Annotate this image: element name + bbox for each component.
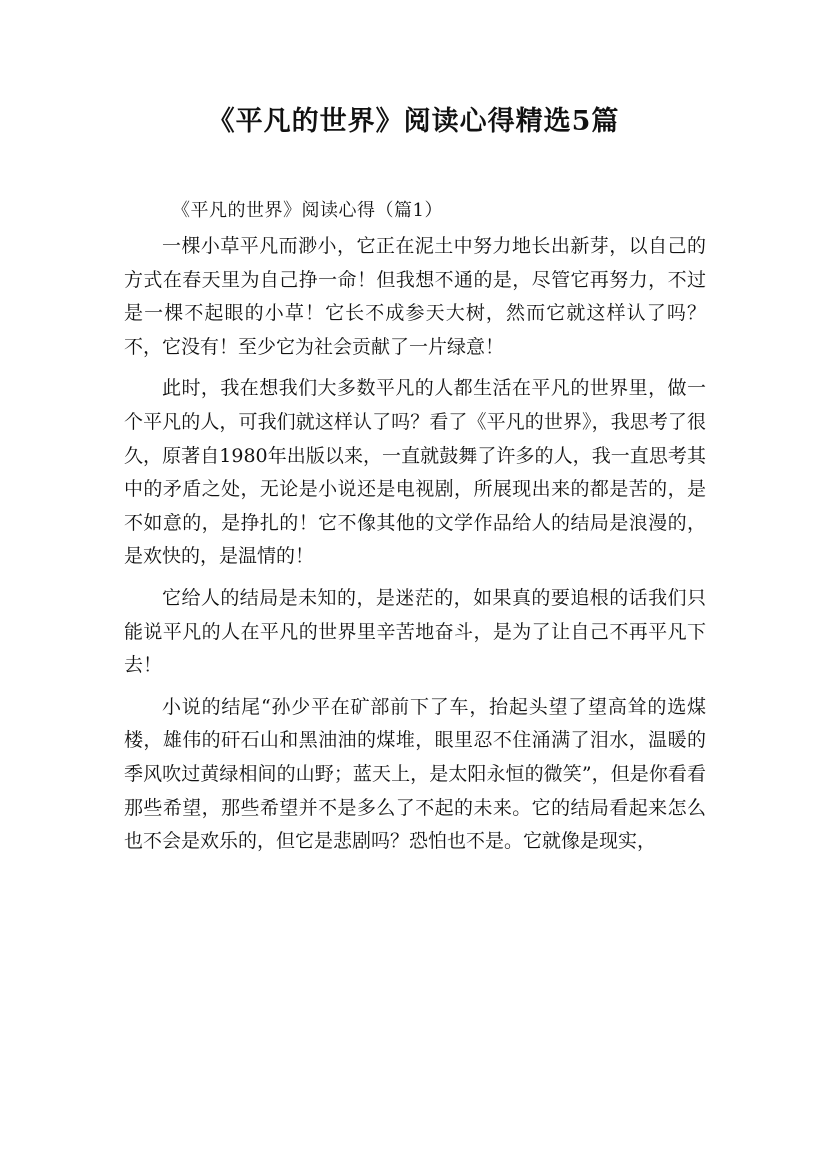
paragraph-1: 一棵小草平凡而渺小，它正在泥土中努力地长出新芽，以自己的方式在春天里为自己挣一命！但我想不通的是，尽管它再努力，不过是一棵不起眼的小草！它长不成参天大树，然而它就这样认了吗？不，它没有！至少它为社会贡献了一片绿意！ bbox=[124, 235, 706, 358]
paragraph-4: 小说的结尾“孙少平在矿部前下了车，抬起头望了望高耸的选煤楼，雄伟的矸石山和黑油油的煤堆，眼里忍不住涌满了泪水，温暖的季风吹过黄绿相间的山野；蓝天上，是太阳永恒的微笑”，但是你看看那些希望，那些希望并不是多么了不起的未来。它的结局看起来怎么也不会是欢乐的，但它是悲剧吗？恐怕也不是。它就像是现实， bbox=[124, 695, 706, 853]
document-body bbox=[124, 230, 706, 867]
section-heading: 《平凡的世界》阅读心得（篇1） bbox=[172, 200, 443, 221]
paragraph-3: 它给人的结局是未知的，是迷茫的，如果真的要追根的话我们只能说平凡的人在平凡的世界里辛苦地奋斗，是为了让自己不再平凡下去！ bbox=[124, 586, 706, 677]
document-title: 《平凡的世界》阅读心得精选5篇 bbox=[207, 106, 620, 137]
paragraph-2: 此时，我在想我们大多数平凡的人都生活在平凡的世界里，做一个平凡的人，可我们就这样认了吗？看了《平凡的世界》，我思考了很久，原著自1980年出版以来，一直就鼓舞了许多的人，我一直思考其中的矛盾之处，无论是小说还是电视剧，所展现出来的都是苦的，是不如意的，是挣扎的！它不像其他的文学作品给人的结局是浪漫的，是欢快的，是温情的！ bbox=[124, 377, 706, 568]
